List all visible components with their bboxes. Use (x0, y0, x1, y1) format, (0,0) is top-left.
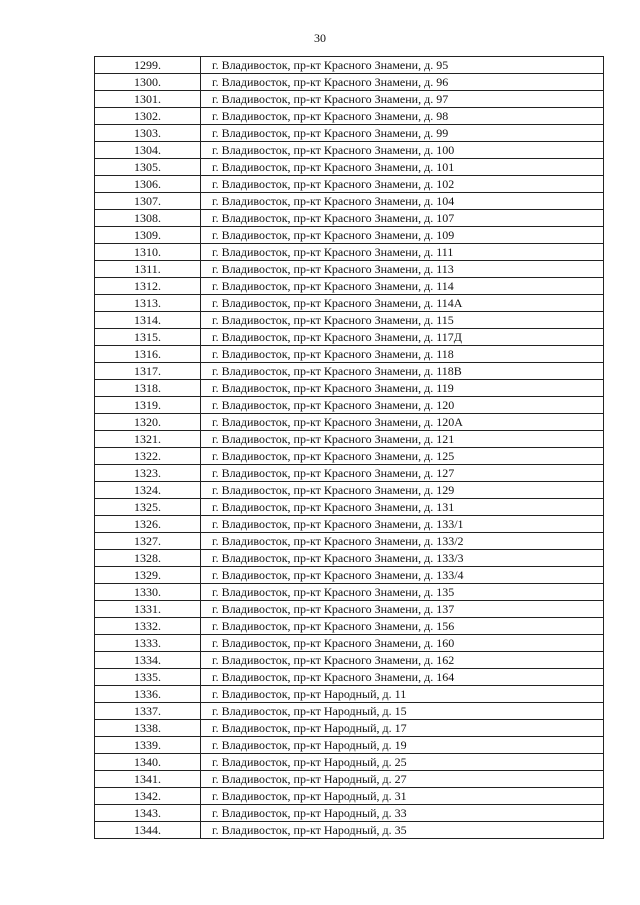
table-row (95, 703, 604, 720)
row-address: г. Владивосток, пр-кт Народный, д. 27 (201, 771, 604, 788)
table-row (95, 686, 604, 703)
row-number: 1324. (95, 482, 201, 499)
row-address: г. Владивосток, пр-кт Красного Знамени, д. 133/3 (201, 550, 604, 567)
table-row (95, 176, 604, 193)
row-number: 1326. (95, 516, 201, 533)
row-address: г. Владивосток, пр-кт Красного Знамени, д. 117Д (201, 329, 604, 346)
row-number: 1317. (95, 363, 201, 380)
row-address: г. Владивосток, пр-кт Красного Знамени, д. 115 (201, 312, 604, 329)
row-number: 1311. (95, 261, 201, 278)
row-address: г. Владивосток, пр-кт Красного Знамени, д. 104 (201, 193, 604, 210)
row-address: г. Владивосток, пр-кт Красного Знамени, д. 162 (201, 652, 604, 669)
row-address: г. Владивосток, пр-кт Красного Знамени, д. 133/4 (201, 567, 604, 584)
table-row (95, 550, 604, 567)
table-row (95, 618, 604, 635)
row-number: 1327. (95, 533, 201, 550)
row-number: 1340. (95, 754, 201, 771)
row-number: 1331. (95, 601, 201, 618)
row-number: 1322. (95, 448, 201, 465)
row-number: 1313. (95, 295, 201, 312)
row-number: 1321. (95, 431, 201, 448)
row-number: 1330. (95, 584, 201, 601)
row-number: 1305. (95, 159, 201, 176)
table-row (95, 57, 604, 74)
row-address: г. Владивосток, пр-кт Красного Знамени, д. 118 (201, 346, 604, 363)
row-number: 1320. (95, 414, 201, 431)
row-address: г. Владивосток, пр-кт Народный, д. 35 (201, 822, 604, 839)
row-address: г. Владивосток, пр-кт Красного Знамени, д. 164 (201, 669, 604, 686)
row-address: г. Владивосток, пр-кт Красного Знамени, д. 133/1 (201, 516, 604, 533)
row-address: г. Владивосток, пр-кт Красного Знамени, д. 125 (201, 448, 604, 465)
row-address: г. Владивосток, пр-кт Красного Знамени, д. 113 (201, 261, 604, 278)
table-row (95, 397, 604, 414)
row-number: 1328. (95, 550, 201, 567)
row-address: г. Владивосток, пр-кт Красного Знамени, д. 111 (201, 244, 604, 261)
row-number: 1302. (95, 108, 201, 125)
row-number: 1306. (95, 176, 201, 193)
row-number: 1301. (95, 91, 201, 108)
row-address: г. Владивосток, пр-кт Красного Знамени, д. 118В (201, 363, 604, 380)
row-address: г. Владивосток, пр-кт Красного Знамени, д. 131 (201, 499, 604, 516)
row-address: г. Владивосток, пр-кт Красного Знамени, д. 100 (201, 142, 604, 159)
row-address: г. Владивосток, пр-кт Красного Знамени, д. 120А (201, 414, 604, 431)
table-row (95, 533, 604, 550)
row-number: 1329. (95, 567, 201, 584)
row-address: г. Владивосток, пр-кт Красного Знамени, д. 114А (201, 295, 604, 312)
row-address: г. Владивосток, пр-кт Народный, д. 31 (201, 788, 604, 805)
table-row (95, 822, 604, 839)
table-row (95, 431, 604, 448)
row-address: г. Владивосток, пр-кт Народный, д. 11 (201, 686, 604, 703)
row-number: 1300. (95, 74, 201, 91)
table-row (95, 635, 604, 652)
row-address: г. Владивосток, пр-кт Красного Знамени, д. 99 (201, 125, 604, 142)
table-row (95, 363, 604, 380)
row-number: 1319. (95, 397, 201, 414)
row-number: 1325. (95, 499, 201, 516)
row-number: 1307. (95, 193, 201, 210)
table-row (95, 159, 604, 176)
row-number: 1299. (95, 57, 201, 74)
row-address: г. Владивосток, пр-кт Красного Знамени, д. 137 (201, 601, 604, 618)
row-number: 1343. (95, 805, 201, 822)
row-number: 1333. (95, 635, 201, 652)
table-row (95, 193, 604, 210)
row-address: г. Владивосток, пр-кт Красного Знамени, д. 114 (201, 278, 604, 295)
table-row (95, 108, 604, 125)
row-address: г. Владивосток, пр-кт Красного Знамени, д. 121 (201, 431, 604, 448)
row-address: г. Владивосток, пр-кт Красного Знамени, д. 97 (201, 91, 604, 108)
row-number: 1312. (95, 278, 201, 295)
table-row (95, 652, 604, 669)
table-row (95, 261, 604, 278)
row-number: 1315. (95, 329, 201, 346)
table-row (95, 737, 604, 754)
row-address: г. Владивосток, пр-кт Красного Знамени, д. 109 (201, 227, 604, 244)
table-row (95, 482, 604, 499)
table-row (95, 720, 604, 737)
row-number: 1314. (95, 312, 201, 329)
row-number: 1335. (95, 669, 201, 686)
row-number: 1318. (95, 380, 201, 397)
row-number: 1344. (95, 822, 201, 839)
table-row (95, 91, 604, 108)
table-row (95, 788, 604, 805)
page-number: 30 (314, 31, 326, 45)
table-row (95, 312, 604, 329)
row-number: 1303. (95, 125, 201, 142)
row-number: 1341. (95, 771, 201, 788)
table-row (95, 499, 604, 516)
table-row (95, 805, 604, 822)
table-row (95, 465, 604, 482)
row-number: 1339. (95, 737, 201, 754)
table-row (95, 516, 604, 533)
table-row (95, 244, 604, 261)
table-row (95, 210, 604, 227)
table-row (95, 584, 604, 601)
row-number: 1316. (95, 346, 201, 363)
table-row (95, 754, 604, 771)
row-number: 1332. (95, 618, 201, 635)
table-row (95, 771, 604, 788)
table-row (95, 227, 604, 244)
table-row (95, 669, 604, 686)
table-row (95, 380, 604, 397)
row-address: г. Владивосток, пр-кт Красного Знамени, д. 96 (201, 74, 604, 91)
row-address: г. Владивосток, пр-кт Красного Знамени, д. 156 (201, 618, 604, 635)
row-address: г. Владивосток, пр-кт Красного Знамени, д. 160 (201, 635, 604, 652)
row-number: 1336. (95, 686, 201, 703)
row-address: г. Владивосток, пр-кт Народный, д. 17 (201, 720, 604, 737)
row-address: г. Владивосток, пр-кт Красного Знамени, д. 95 (201, 57, 604, 74)
row-address: г. Владивосток, пр-кт Красного Знамени, д. 101 (201, 159, 604, 176)
table-row (95, 74, 604, 91)
row-number: 1338. (95, 720, 201, 737)
row-address: г. Владивосток, пр-кт Народный, д. 33 (201, 805, 604, 822)
row-address: г. Владивосток, пр-кт Народный, д. 15 (201, 703, 604, 720)
row-address: г. Владивосток, пр-кт Народный, д. 25 (201, 754, 604, 771)
table-row (95, 448, 604, 465)
row-number: 1323. (95, 465, 201, 482)
table-row (95, 295, 604, 312)
row-address: г. Владивосток, пр-кт Красного Знамени, д. 119 (201, 380, 604, 397)
row-address: г. Владивосток, пр-кт Красного Знамени, д. 127 (201, 465, 604, 482)
address-table (94, 56, 604, 839)
row-address: г. Владивосток, пр-кт Красного Знамени, д. 120 (201, 397, 604, 414)
row-number: 1309. (95, 227, 201, 244)
row-number: 1304. (95, 142, 201, 159)
row-number: 1334. (95, 652, 201, 669)
row-address: г. Владивосток, пр-кт Красного Знамени, д. 107 (201, 210, 604, 227)
row-address: г. Владивосток, пр-кт Красного Знамени, д. 133/2 (201, 533, 604, 550)
table-row (95, 278, 604, 295)
table-row (95, 414, 604, 431)
row-address: г. Владивосток, пр-кт Красного Знамени, д. 129 (201, 482, 604, 499)
table-row (95, 346, 604, 363)
row-number: 1308. (95, 210, 201, 227)
table-row (95, 567, 604, 584)
address-table-body (95, 57, 604, 839)
table-row (95, 601, 604, 618)
row-address: г. Владивосток, пр-кт Красного Знамени, д. 135 (201, 584, 604, 601)
row-address: г. Владивосток, пр-кт Красного Знамени, д. 102 (201, 176, 604, 193)
row-address: г. Владивосток, пр-кт Красного Знамени, д. 98 (201, 108, 604, 125)
row-number: 1310. (95, 244, 201, 261)
table-row (95, 329, 604, 346)
table-row (95, 125, 604, 142)
row-number: 1342. (95, 788, 201, 805)
row-address: г. Владивосток, пр-кт Народный, д. 19 (201, 737, 604, 754)
table-row (95, 142, 604, 159)
row-number: 1337. (95, 703, 201, 720)
